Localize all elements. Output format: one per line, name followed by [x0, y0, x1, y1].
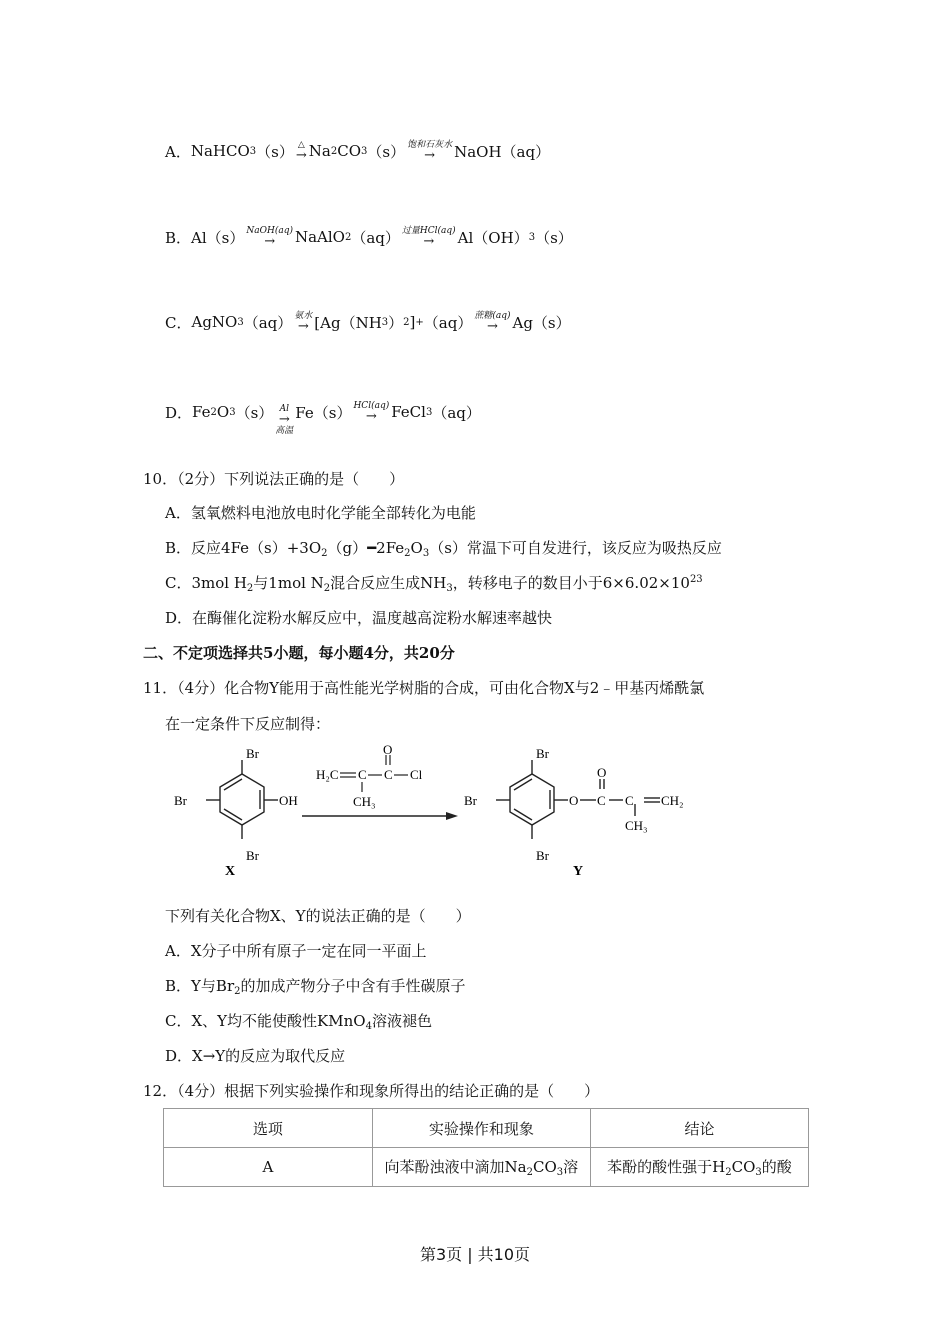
q9-option-d: D． Fe 2 O 3 （s） Al → 高温 Fe（s） HCl(aq) → FeCl 3 （aq） [165, 401, 481, 436]
q10-option-a: A．氢氧燃料电池放电时化学能全部转化为电能 [165, 504, 476, 522]
q11-option-b: B．Y与$Br_2$的加成产物分子中含有手性碳原子 [165, 977, 466, 997]
x-oh: OH [279, 793, 298, 808]
q9-option-a: A． NaHCO 3 （s） △ → Na 2 CO 3 （s） 饱和石灰水 → NaOH（aq） [165, 140, 551, 163]
page-footer: 第3页 | 共10页 [419, 1245, 531, 1264]
experiment-table [163, 1108, 809, 1187]
x-br-bottom: Br [246, 848, 259, 863]
reagent-h2c: H₂C [316, 767, 339, 782]
reaction-arrow: 蔗糖(aq) → [474, 311, 511, 334]
q11-option-a: A．X分子中所有原子一定在同一平面上 [165, 942, 427, 960]
table-cell: A [164, 1148, 373, 1187]
q12-stem: 12．（4分）根据下列实验操作和现象所得出的结论正确的是（ ） [143, 1082, 600, 1100]
y-br-bottom: Br [536, 848, 549, 863]
x-br-top: Br [246, 746, 259, 761]
y-ch3: CH₃ [625, 818, 648, 833]
reaction-arrow: △ → [295, 140, 307, 163]
reaction-arrow: HCl(aq) → [353, 401, 390, 424]
section-heading: 二、不定项选择共5小题，每小题4分，共20分 [143, 644, 455, 662]
reagent-ch3: CH₃ [353, 794, 376, 809]
q11-option-c: C．X、Y均不能使酸性KMnO$_4$溶液褪色 [165, 1012, 432, 1032]
table-header-row [164, 1109, 809, 1148]
reaction-arrow: Al → 高温 [275, 404, 294, 436]
q11-question: 下列有关化合物X、Y的说法正确的是（ ） [165, 907, 471, 925]
compound-x-structure [206, 760, 278, 839]
q11-stem-line2: 在一定条件下反应制得： [165, 715, 331, 733]
table-cell: 向苯酚浊液中滴加$Na_2CO_3$溶 [372, 1148, 590, 1187]
x-br-left: Br [174, 793, 187, 808]
table-header: 选项 [164, 1109, 373, 1148]
q9-option-b: B． Al（s） NaOH(aq) → NaAlO 2 （aq） 过量HCl(aq) → Al（OH） 3 （s） [165, 226, 573, 249]
y-c2: C [625, 793, 634, 808]
table-row [164, 1148, 809, 1187]
reaction-scheme [160, 742, 720, 882]
reaction-arrow: NaOH(aq) → [246, 226, 293, 249]
y-br-left: Br [464, 793, 477, 808]
table-header: 实验操作和现象 [372, 1109, 590, 1148]
q9-option-c: C． AgNO 3 （aq） 氨水 → [Ag（NH 3 ） 2 ] + （aq） 蔗糖(aq) → Ag（s） [165, 311, 571, 334]
y-ch2: CH₂ [661, 793, 684, 808]
q10-stem: 10．（2分）下列说法正确的是（ ） [143, 470, 405, 488]
reaction-arrow-head [446, 812, 458, 820]
q10-option-b: B．反应$4Fe(s)+3O_2(g)━2Fe_2O_3(s)$常温下可自发进行，该反应为吸热反应 [165, 539, 722, 559]
reagent-structure [316, 742, 423, 809]
q11-option-d: D．X→Y的反应为取代反应 [165, 1047, 346, 1065]
q10-option-c: C．3mol $H_2$与1mol $N_2$混合反应生成$NH_3$，转移电子的数目小于$6\times 6.02\times 10^{23}$ [165, 574, 703, 594]
reaction-arrow: 氨水 → [294, 311, 313, 334]
reagent-cl: Cl [410, 767, 423, 782]
label-x: X [225, 864, 236, 879]
y-c1: C [597, 793, 606, 808]
reagent-c1: C [358, 767, 367, 782]
reaction-arrow: 过量HCl(aq) → [401, 226, 456, 249]
q10-option-d: D．在酶催化淀粉水解反应中，温度越高淀粉水解速率越快 [165, 609, 553, 627]
reagent-o: O [383, 742, 393, 757]
y-o-carbonyl: O [597, 765, 607, 780]
reagent-c2: C [384, 767, 393, 782]
table-cell: 苯酚的酸性强于$H_2CO_3$的酸 [591, 1148, 809, 1187]
reaction-arrow: 饱和石灰水 → [407, 140, 453, 163]
label-y: Y [573, 864, 584, 879]
table-header: 结论 [591, 1109, 809, 1148]
y-o: O [569, 793, 579, 808]
q11-stem-line1: 11．（4分）化合物Y能用于高性能光学树脂的合成，可由化合物X与2﹣甲基丙烯酰氯 [143, 679, 705, 697]
y-br-top: Br [536, 746, 549, 761]
